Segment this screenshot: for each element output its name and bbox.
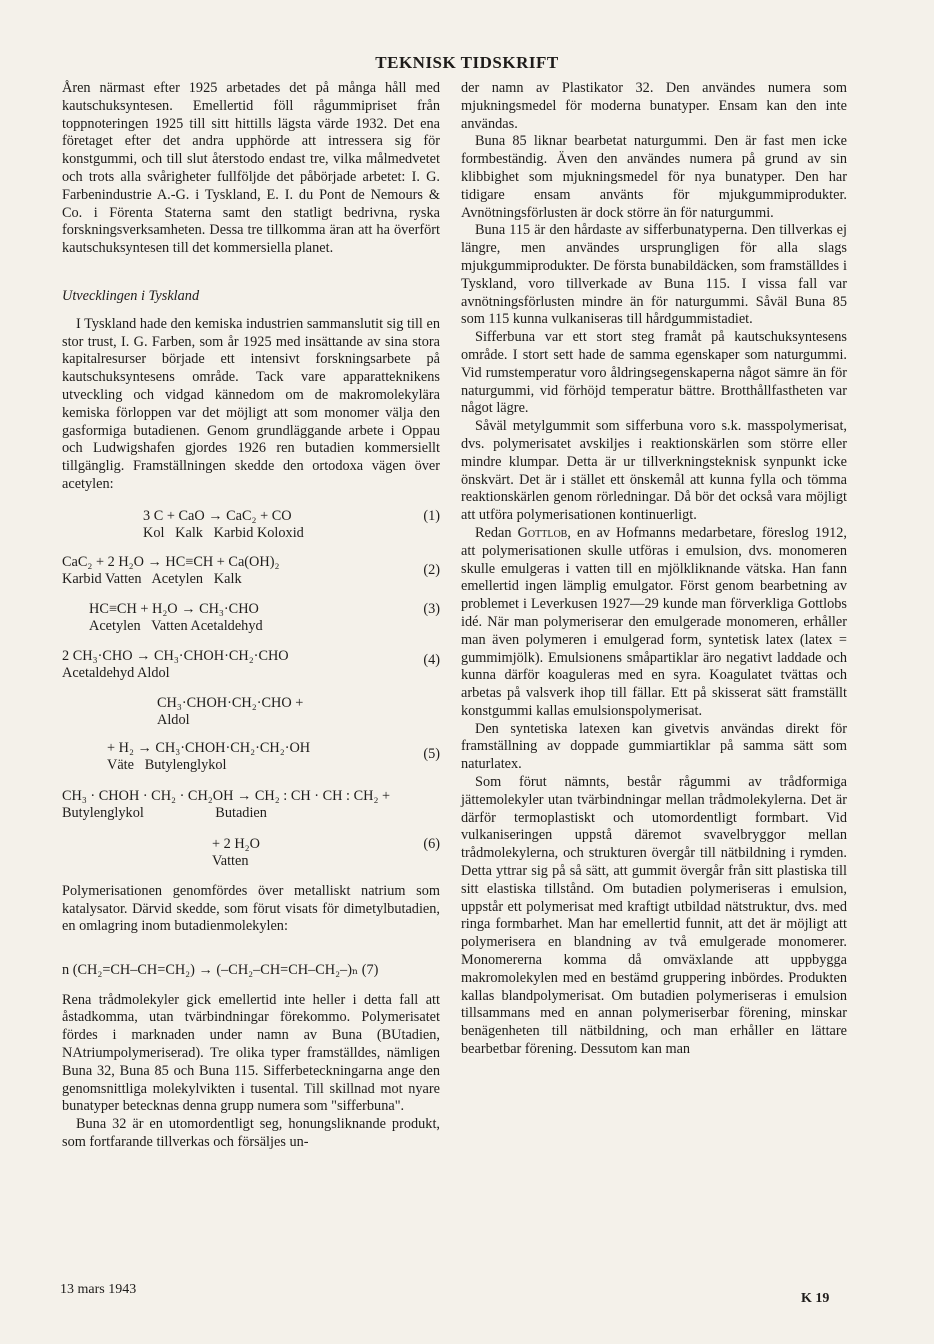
paragraph: I Tyskland hade den kemiska industrien sammanslutit sig till en stor trust, I. G. Farben, som år 1925 med insättande av sina stora kapitalresurser började ett intensivt forskningsarbete på kautschuksyntesens område. Tack vare apparatteknikens utveckling och vidgad kännedom om de makromolekylära kemiska förloppen var det möjligt att som monomer välja den gasformiga butadienen. Genom grundläggande arbete i Oppau och Ludwigshafen gjordes 1926 ren butadien kommersiellt tillgänglig. Framställningen skedde den ortodoxa vägen över acetylen: — [62, 315, 440, 492]
paragraph-lead: Redan — [475, 524, 518, 541]
equation-formula: 2 CH₃·CHO → CH₃·CHOH·CH₂·CHO — [62, 647, 289, 664]
equation-5-part-a — [62, 695, 440, 730]
paragraph: Polymerisationen genomfördes över metalliskt natrium som katalysator. Därvid skedde, som förut visats för dimetylbutadien, en omlagring inom butadienmolekylen: — [62, 882, 440, 935]
equation-formula: + H₂ → CH₃·CHOH·CH₂·CH₂·OH — [107, 739, 311, 756]
right-column — [461, 80, 847, 1059]
equation-formula: CaC₂ + 2 H₂O → HC≡CH + Ca(OH)₂ — [62, 553, 280, 570]
paragraph-text: , en av Hofmanns medarbetare, föreslog 1912, att polymerisationen skulle utföras i emulsion, dvs. monomeren skulle emulgeras i vatten till en mjölkliknande vätska. Han fann emellertid ingen lämplig emulgator. Först genom bearbetning av problemet i Leverkusen 1927—29 kunde man förverkliga Gottlobs idé. När man polymeriserar den emulgerade monomeren, erhåller man även polymeren i emulgerad form, syntetisk latex (latex = gummimjölk). Emulsionens småpartiklar äro negativt laddade och kunna därför koaguleras med en syra. Koagulatet tvättas och arbetas på valsverk ihop till fällar. Ett på skisserat sätt framställt konstgummi kallas emulsionspolymerisat. — [461, 524, 847, 719]
paragraph — [461, 525, 847, 721]
equation-number: (6) — [423, 835, 440, 852]
equation-labels: Vatten — [212, 853, 249, 870]
equation-number: (5) — [423, 745, 440, 762]
left-column — [62, 80, 440, 1152]
equation-labels: Väte Butylenglykol — [107, 757, 227, 774]
equation-formula: HC≡CH + H₂O → CH₃·CHO — [89, 600, 259, 617]
equation-number: (1) — [423, 507, 440, 524]
page-number: K 19 — [801, 1291, 830, 1306]
paragraph: Såväl metylgummit som sifferbuna voro s.k. masspolymerisat, dvs. polymerisatet avskiljes i reaktionskärlen som större eller mindre klumpar. Detta är ur tillverkningsteknisk synpunkt icke önskvärt. Det är i stället ett önskemål att kunna fylla och tömma reaktionskärlen genom rörledningar. Då bör det också vara möjligt att utföra polymerisationen kontinuerligt. — [461, 418, 847, 524]
equation-4 — [62, 648, 440, 683]
equation-7: n (CH₂=CH–CH=CH₂) → (–CH₂–CH=CH–CH₂–)ₙ (7) — [62, 962, 379, 979]
equation-6 — [62, 836, 440, 871]
paragraph: der namn av Plastikator 32. Den användes numera som mjukningsmedel för moderna bunatyper. Ensam kan den inte användas. — [461, 80, 847, 132]
equation-labels: Kol Kalk Karbid Koloxid — [143, 525, 304, 542]
section-heading: Utvecklingen i Tyskland — [62, 287, 200, 304]
equation-labels: Acetylen Vatten Acetaldehyd — [89, 618, 263, 635]
paragraph: Sifferbuna var ett stort steg framåt på kautschuksyntesens område. I stort sett hade de samma egenskaper som naturgummi. Vid rumstemperatur voro åldringsegenskaperna något sämre än för naturgummi, vid förhöjd temperatur bättre. Brotthållfastheten var något lägre. — [461, 329, 847, 417]
equation-labels: Karbid Vatten Acetylen Kalk — [62, 571, 242, 588]
equation-formula: CH₃ · CHOH · CH₂ · CH₂OH → CH₂ : CH · CH : CH₂ + — [62, 787, 391, 804]
equation-formula: 3 C + CaO → CaC₂ + CO — [143, 507, 292, 524]
equation-2 — [62, 554, 440, 589]
paragraph: Rena trådmolekyler gick emellertid inte heller i detta fall att åstadkomma, utan tvärbindningar förekommo. Polymerisatet fördes i marknaden under namn av Buna (BUtadien, NAtriumpolymeriserad). Tre olika typer framställdes, nämligen Buna 32, Buna 85 och Buna 115. Sifferbeteckningarna ange den genomsnittliga molekylvikten i tusental. Till skillnad mot nyare bunatyper betecknas denna grupp numera som "sifferbuna". — [62, 991, 440, 1115]
equation-labels: Aldol — [157, 712, 190, 729]
paragraph: Buna 85 liknar bearbetat naturgummi. Den är fast men icke formbeständig. Även den användes numera på grund av sin klibbighet som mjukningsmedel för nya bunatyper. Den har tidigare ensam använts för mjukgummiprodukter. Avnötningsförlusten är dock större än för naturgummi. — [461, 133, 847, 221]
equation-1 — [62, 508, 440, 543]
paragraph: Den syntetiska latexen kan givetvis användas direkt för framställning av doppade gummiartiklar på samma sätt som naturlatex. — [461, 720, 847, 773]
equation-number: (2) — [423, 561, 440, 578]
equation-5 — [62, 740, 440, 775]
paragraph: Buna 32 är en utomordentligt seg, honungsliknande produkt, som fortfarande tillverkas och försäljes un- — [62, 1116, 440, 1150]
equation-3 — [62, 601, 440, 636]
equation-number: (4) — [423, 651, 440, 668]
equation-formula: CH₃·CHOH·CH₂·CHO + — [157, 694, 304, 711]
equation-number: (3) — [423, 600, 440, 617]
paragraph: Som förut nämnts, består rågummi av trådformiga jättemolekyler utan tvärbindningar mellan trådmolekylerna. Det är därför termoplastiskt och utomordentligt formbart. Vid vulkaniseringen uppstå däremot svavelbryggor mellan trådmolekylerna, och strukturen övergår till nätbildning i rymden. Detta yttrar sig på så sätt, att gummit övergår från sitt plastiska till sitt elastiska tillstånd. Om butadien polymeriseras i emulsion, uppstår ett polymerisat med kraftigt utbildad nätstruktur, dvs. med ringa formbarhet. Man har emellertid funnit, att det är möjligt att polymerisera en blandning av två emulgerade monomerer. Monomererna komma då omväxlande att uppbygga makromolekylen med en bestämd gruppering inbördes. Produkten kallas blandpolymerisat. Om butadien polymeriseras i emulsion tillsammans med en annan polymeriserbar förening, minskar benägenheten till nätbildning, och man erhåller en lättare bearbetbar förening. Dessutom kan man — [461, 774, 847, 1058]
footer-date: 13 mars 1943 — [60, 1282, 137, 1297]
masthead-title: TEKNISK TIDSKRIFT — [375, 53, 559, 72]
paragraph: Buna 115 är den hårdaste av sifferbunatyperna. Den tillverkas ej längre, men användes ursprungligen för alla slags mjukgummiprodukter. De första bunabildäcken, som framställdes i Tyskland, voro tillverkade av Buna 115. I vissa fall var avnötningsförlusten mindre än för naturgummi. Såväl Buna 85 som 115 kunna vulkaniseras till hårdgummistadiet. — [461, 222, 847, 328]
equation-labels: Butylenglykol Butadien — [62, 805, 267, 822]
paragraph: Åren närmast efter 1925 arbetades det på många håll med kautschuksyntesen. Emellertid föll rågummipriset från toppnoteringen 1925 till sitt hittills lägsta värde 1932. Det ena företaget efter det andra upphörde att intressera sig för konstgummi, och till slut återstodo endast tre, vilka målmedvetet och trots alla svårigheter fullföljde det påbörjade arbetet: I. G. Farbenindustrie A.-G. i Tyskland, E. I. du Pont de Nemours & Co. i Förenta Staterna samt den statligt bedrivna, ryska forskningsverksamheten. Dessa tre tillkomma äran att ha överfört kautschuksyntesen till det kommersiella planet. — [62, 80, 440, 257]
equation-formula: + 2 H₂O — [212, 835, 260, 852]
equation-labels: Acetaldehyd Aldol — [62, 665, 170, 682]
author-name: Gottlob — [517, 524, 568, 541]
equation-6-part-a — [62, 788, 440, 823]
